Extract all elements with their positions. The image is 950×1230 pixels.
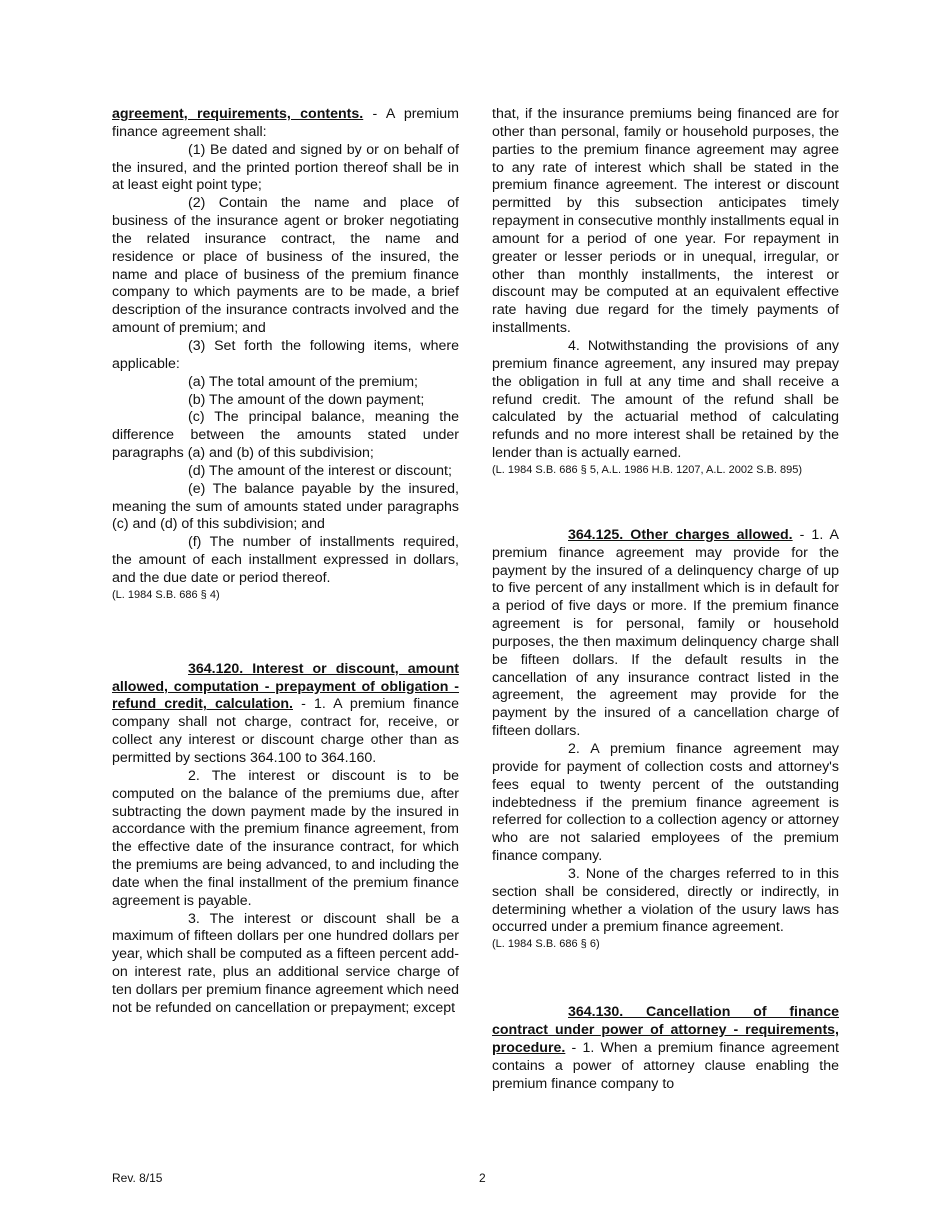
item-b: (b) The amount of the down payment; [188,391,425,408]
section-364-125-heading: 364.125. Other charges allowed. [568,526,793,543]
section-364-120-para-4: 4. Notwithstanding the provisions of any premium finance agreement, any insured may prepay the obligation in full at any time and shall receive a refund credit. The amount of the refund shall be calculated by the actuarial method of calculating refunds and no more interest shall be retained by the lender than is actually earned. [492,337,839,462]
section-364-125-para-2: 2. A premium finance agreement may provide for payment of collection costs and attorney's fees equal to twenty percent of the outstanding indebtedness if the premium finance agreement is referred for collection to a collection agency or attorney who are not salaried employees of the premium finance company. [492,741,839,865]
section-364-120-para-2: 2. The interest or discount is to be computed on the balance of the premiums due, after subtracting the down payment made by the insured in accordance with the premium finance agreement, from the effective date of the insurance contract, for which the premiums are being advanced, to and including the date when the final installment of the premium finance agreement is payable. [112,767,459,909]
item-3: (3) Set forth the following items, where applicable: [112,337,459,372]
footer-revision: Rev. 8/15 [112,1171,163,1185]
item-f: (f) The number of installments required, the amount of each installment expressed in dollars, and the due date or period thereof. [112,534,459,586]
section-364-130-heading: 364.130. Cancellation of finance contract under power of attorney - requirements, procedure. [492,1004,839,1056]
item-2: (2) Contain the name and place of business of the insurance agent or broker negotiating the related insurance contract, the name and residence or place of business of the insured, the name and place of business of the premium finance company to which payments are to be made, a brief description of the insurance contracts involved and the amount of premium; and [112,195,459,337]
section-364-110-heading-tail: agreement, requirements, contents. [112,106,364,122]
section-364-120-para-3-continued: that, if the insurance premiums being financed are for other than personal, family or household purposes, the parties to the premium finance agreement may agree to any rate of interest which shall be stated in the premium finance agreement. The interest or discount permitted by this subsection anticipates timely repayment in consecutive monthly installments equal in amount for a period of one year. For repayment in greater or lesser periods or in unequal, irregular, or other than monthly installments, the interest or discount may be computed at an equivalent effective rate having due regard for the timely payments of installments. [492,106,839,337]
item-e: (e) The balance payable by the insured, meaning the sum of amounts stated under paragraphs (c) and (d) of this subdivision; and [112,480,459,533]
section-spacer [492,478,839,527]
section-364-125-para-3: 3. None of the charges referred to in this section shall be considered, directly or indirectly, in determining whether a violation of the usury laws has occurred under a premium finance agreement. [492,865,839,936]
item-d: (d) The amount of the interest or discount; [188,462,452,479]
section-364-130-para-1-text: - 1. When a premium finance agreement contains a power of attorney clause enabling the premium finance company to [492,1039,839,1092]
section-364-125-para-1 [492,527,839,741]
section-364-110-citation: (L. 1984 S.B. 686 § 4) [112,588,220,601]
section-364-120-para-1 [112,661,459,768]
section-364-110-intro-text: - A premium finance agreement shall: [112,106,459,140]
item-a: (a) The total amount of the premium; [188,373,418,390]
section-364-120-para-1-text: - 1. A premium finance company shall not charge, contract for, receive, or collect any interest or discount charge other than as permitted by sections 364.100 to 364.160. [112,696,459,766]
item-c: (c) The principal balance, meaning the difference between the amounts stated under paragraphs (a) and (b) of this subdivision; [112,409,459,462]
item-1: (1) Be dated and signed by or on behalf of the insured, and the printed portion thereof shall be in at least eight point type; [112,141,459,194]
right-column [492,106,839,1094]
section-364-110-intro [112,106,459,142]
section-spacer [492,952,839,1004]
section-364-120-heading: 364.120. Interest or discount, amount allowed, computation - prepayment of obligation - refund credit, calculation. [112,660,459,713]
section-364-120-citation: (L. 1984 S.B. 686 § 5, A.L. 1986 H.B. 1207, A.L. 2002 S.B. 895) [492,463,803,476]
section-364-120-para-3: 3. The interest or discount shall be a maximum of fifteen dollars per one hundred dollars per year, which shall be computed as a fifteen percent add-on interest rate, plus an additional service charge of ten dollars per premium finance agreement which need not be refunded on cancellation or prepayment; except [112,910,460,1016]
footer-page-number: 2 [479,1171,486,1185]
section-364-125-para-1-text: - 1. A premium finance agreement may provide for the payment by the insured of a delinquency charge of up to five percent of any installment which is in default for a period of five days or more. If the premium finance agreement is for personal, family or household purposes, the then maximum delinquency charge shall be fifteen dollars. If the default results in the cancellation of any insurance contract listed in the agreement, the agreement may provide for the payment by the insured of a cancellation charge of fifteen dollars. [492,526,839,740]
left-column [112,106,459,1018]
section-spacer [112,603,459,661]
section-364-130-para-1 [492,1004,839,1093]
section-364-125-citation: (L. 1984 S.B. 686 § 6) [492,938,600,951]
